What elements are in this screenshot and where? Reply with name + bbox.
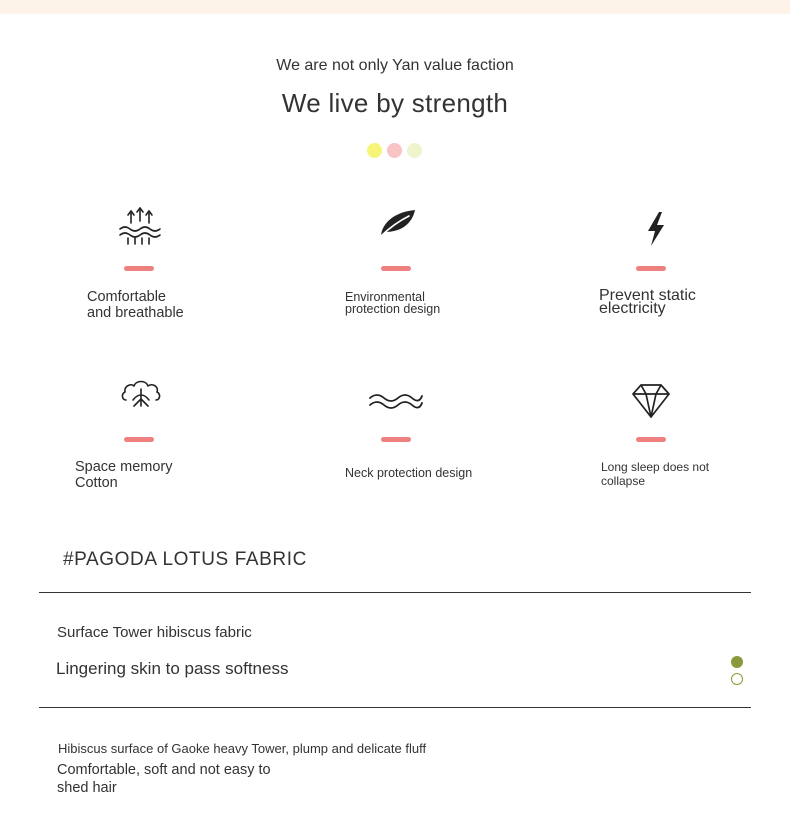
feature-underline [636, 437, 666, 442]
feature-label-breathable: Comfortable and breathable [87, 289, 184, 321]
page-title: We live by strength [281, 88, 509, 118]
lightning-bolt-icon [634, 209, 678, 249]
feature-label-neck: Neck protection design [345, 466, 473, 480]
feature-label-sleep: Long sleep does not collapse [601, 460, 710, 488]
feature-label-environmental: Environmental protection design [345, 290, 441, 316]
top-banner-strip [0, 0, 790, 14]
fabric-tagline: Lingering skin to pass softness [56, 659, 289, 678]
breathable-arrows-icon [118, 207, 162, 247]
divider [39, 707, 751, 708]
dot-green [407, 143, 422, 158]
fabric-description: Hibiscus surface of Gaoke heavy Tower, plump and delicate fluff [58, 741, 427, 756]
feature-underline [636, 266, 666, 271]
feature-label-static: Prevent static electricity [599, 287, 696, 317]
feature-underline [124, 266, 154, 271]
page-subtitle: We are not only Yan value faction [276, 57, 514, 74]
dot-pink [387, 143, 402, 158]
fabric-indicator-inactive[interactable] [731, 673, 743, 685]
dot-yellow [367, 143, 382, 158]
feature-label-cotton: Space memory Cotton [75, 459, 173, 491]
section-title: #PAGODA LOTUS FABRIC [63, 549, 307, 570]
divider [39, 592, 751, 593]
cotton-cloud-icon [119, 375, 163, 415]
feature-underline [381, 266, 411, 271]
fabric-benefit: Comfortable, soft and not easy to shed hair [57, 762, 271, 796]
fabric-indicator-active[interactable] [731, 656, 743, 668]
wave-lines-icon [368, 381, 424, 421]
diamond-icon [629, 381, 673, 421]
feature-underline [124, 437, 154, 442]
fabric-name: Surface Tower hibiscus fabric [57, 624, 252, 641]
leaf-icon [375, 202, 419, 242]
feature-underline [381, 437, 411, 442]
